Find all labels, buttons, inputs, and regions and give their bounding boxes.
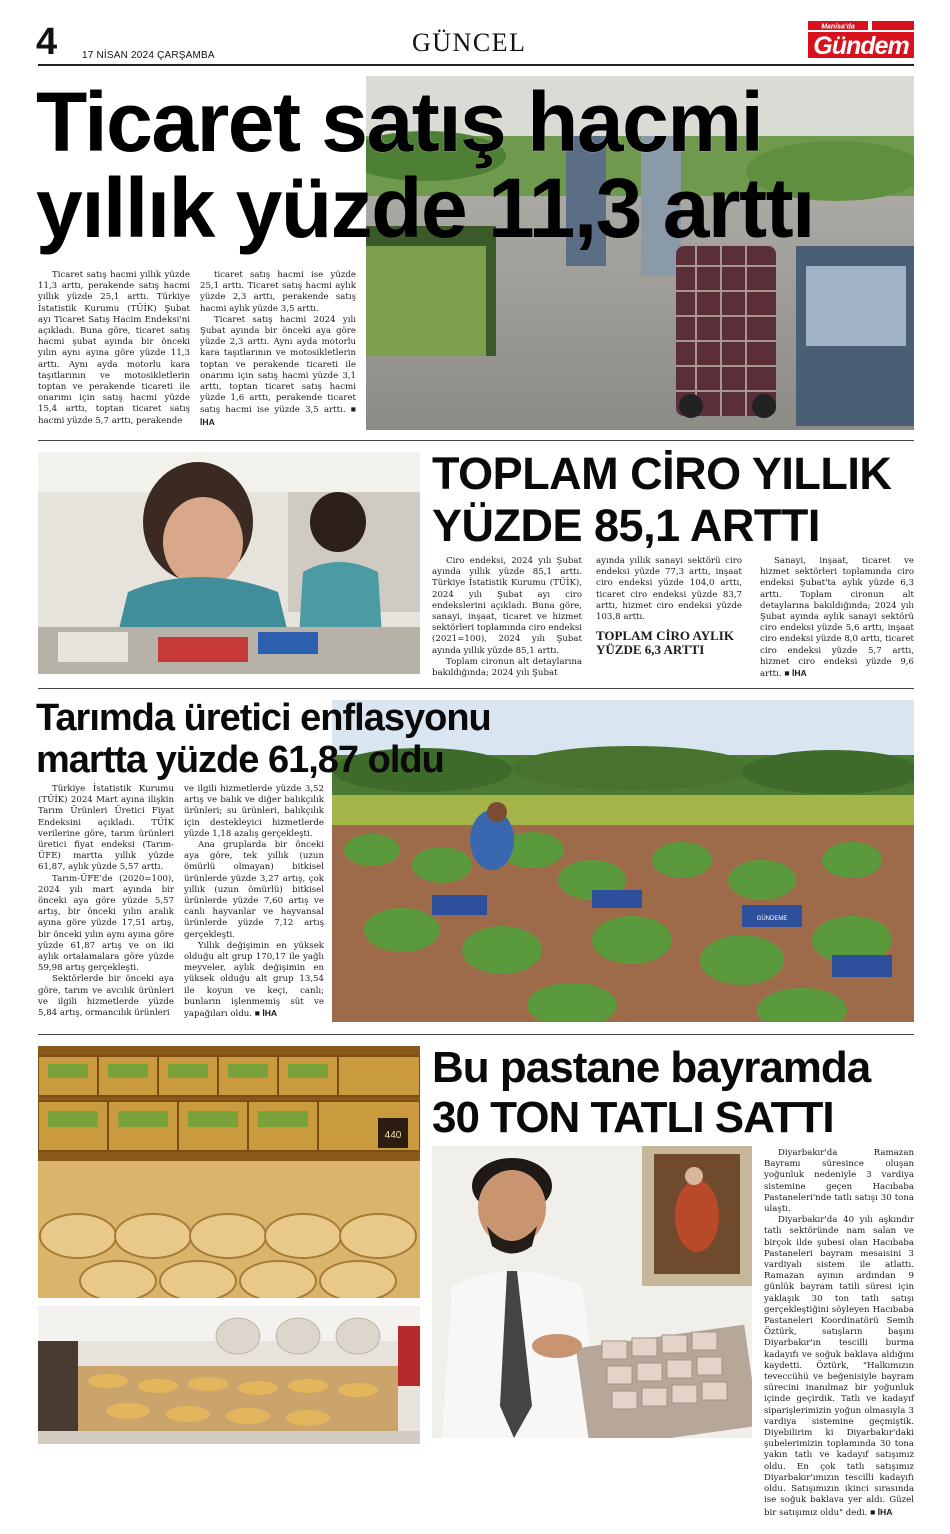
article1-column1 [38,270,190,427]
article2-text: Sanayi, inşaat, ticaret ve hizmet sektörleri toplamında ciro endeksi Şubat'ta aylık yüzde 6,3 arttı. Toplam cironun alt detaylarına bakıldığında; 2024 yılı Şubat ayında aylık sanayi sektörü ciro endeksi yüzde 5,6 arttı, inşaat ciro endeksi yüzde 8,0 arttı, ticaret ciro endeksi yüzde 5,7 arttı, hizmet ciro endeksi yüzde 9,6 arttı. ■ İHA [760,556,914,680]
divider [38,440,914,441]
article3-column1 [38,784,174,1019]
article4-column [764,1148,914,1519]
article2-column2 [596,556,742,657]
article2-text: Ciro endeksi, 2024 yılı Şubat ayında yıllık yüzde 85,1 arttı. Türkiye İstatistik Kurumu (TÜİK), 2024 yılı Şubat ayı ciro endekslerini açıkladı. Buna göre, sanayi, inşaat, ticaret ve hizmet sektörleri toplamında ciro endeksi (2021=100), 2024 yılı Şubat ayında yıllık yüzde 85,1 arttı. [432,556,582,656]
article3-text: Sektörlerde bir önceki aya göre, tarım ve avcılık ürünleri ve ilgili hizmetlerde yüzde 5,84 artış, ormancılık ürünleri [38,974,174,1019]
article1-headline-line1: Ticaret satış hacmi [36,75,763,169]
logo-main-text: Gündem [813,32,909,60]
article4-headline-line1: Bu pastane bayramda [432,1043,871,1092]
article2-signature: ■ İHA [784,668,807,679]
article1-headline-line2: yıllık yüzde 11,3 arttı [36,161,814,255]
logo-top-text: Manisa'da [821,23,855,31]
article3-headline-line1: Tarımda üretici enflasyonu [36,697,491,739]
baklava-price-tag: 440 [384,1130,402,1141]
article1-signature: ■ İHA [200,404,356,427]
article2-text: Toplam cironun alt detaylarına bakıldığında; 2024 yılı Şubat [432,656,582,679]
article2-headline-line1: TOPLAM CİRO YILLIK [432,448,892,499]
article3-headline-line2: martta yüzde 61,87 oldu [36,739,444,781]
divider [38,1034,914,1035]
newspaper-logo [808,21,914,61]
article1-text: Ticaret satış hacmi 2024 yılı Şubat ayında bir önceki aya göre yüzde 2,3 arttı. Aynı ayda motorlu kara taşıtlarının ve motosikletlerin toptan ve perakende ticareti ile onarımı için satış hacmi yüzde 3,1 arttı, toptan ticaret satış hacmi yüzde 1,6 arttı, perakende ticaret satış hacmi ise yüzde 3,5 arttı. ■ İHA [200,314,356,427]
article1-column2 [200,270,356,429]
article3-text: Tarım-ÜFE'de (2020=100), 2024 yılı mart ayında bir önceki aya göre yüzde 5,57 artış, bir önceki yılın aralık ayına göre yüzde 17,51 artış, bir önceki yılın aynı ayına göre yüzde 61,87 artış ve on iki aylık ortalamalara göre yüzde 59,98 artış gerçekleşti. [38,873,174,974]
article3-text: ve ilgili hizmetlerde yüzde 3,52 artış ve balık ve diğer balıkçılık ürünleri; su ürünleri, balıkçılık için destekleyici hizmetlerde yüzde 1,18 azalış gerçekleşti. [184,784,324,839]
section-title: GÜNCEL [412,28,527,57]
article3-column2 [184,784,324,1020]
article2-subheading: TOPLAM CİRO AYLIK YÜZDE 6,3 ARTTI [596,628,734,658]
article3-text: Ana gruplarda bir önceki aya göre, tek yıllık (uzun ömürlü olmayan) bitkisel ürünlerde yüzde 3,27 artış, çok yıllık (uzun ömürlü) bitkisel ürünlerde yüzde 7,60 artış ve canlı hayvanlar ve hayvansal ürünlerde yüzde 7,12 artış gerçekleşti. [184,840,324,940]
article4-signature: ■ İHA [870,1506,893,1517]
divider [38,688,914,689]
masthead-rule [38,64,914,66]
article1-text: Ticaret satış hacmi yıllık yüzde 11,3 arttı, perakende satış hacmi yıllık yüzde 25,1 arttı. Türkiye İstatistik Kurumu (TÜİK) Şubat ayı Ticaret Satış Hacim Endeksi'ni açıkladı. Buna göre, ticaret satış hacmi şubat ayında bir önceki yılın aynı ayına göre yüzde 11,3 arttı. Aynı ayda motorlu kara taşıtlarının ve motosikletlerin toptan ve perakende ticareti ile onarımı için satış hacmi yüzde 15,4 arttı, toptan ticaret satış hacmi yüzde 5,7 arttı, perakende [38,270,190,426]
article4-text: Diyarbakır'da Ramazan Bayramı süresince oluşan yoğunluk nedeniyle 3 vardiya sistemine geçen Hacıbaba Pastaneleri'nde tatlı satışı 30 tona ulaştı. [764,1148,914,1215]
article3-text: Türkiye İstatistik Kurumu (TÜİK) 2024 Mart ayına ilişkin Tarım Ürünleri Üretici Fiyat Endeksini açıkladı. TÜİK verilerine göre, tarım ürünleri üretici fiyat endeksi (Tarım-ÜFE) martta yıllık yüzde 61,87, aylık yüzde 5,57 arttı. [38,784,174,873]
crate-label: GÜNDEME [756,916,788,922]
article2-headline-line2: YÜZDE 85,1 ARTTI [432,500,820,551]
article3-text: Yıllık değişimin en yüksek olduğu alt grup 170,17 ile yağlı meyveler, aylık değişimin en yüksek olduğu alt grup 13,54 ile koyun ve keçi, canlı; bunların işlenmemiş süt ve yapağıları oldu. ■ İHA [184,940,324,1020]
bakery-display-photo [38,1306,420,1444]
article2-column3 [760,556,914,680]
issue-date: 17 NİSAN 2024 ÇARŞAMBA [82,50,215,61]
article3-signature: ■ İHA [254,1008,278,1019]
article2-column1 [432,556,582,679]
article2-text: ayında yıllık sanayi sektörü ciro endeksi yüzde 77,3 arttı, inşaat ciro endeksi yüzde 104,0 arttı, ticaret ciro endeksi yüzde 83,7 arttı, hizmet ciro endeksi yüzde 103,8 arttı. [596,556,742,623]
page-number: 4 [36,21,58,63]
baklava-closeup-photo [38,1046,420,1298]
article4-headline-line2: 30 TON TATLI SATTI [432,1093,834,1142]
factory-workers-photo [38,452,420,674]
pastry-coordinator-photo [432,1146,752,1438]
article4-text: Diyarbakır'da 40 yılı aşkındır tatlı sektöründe nam salan ve birçok ilde şubesi olan Hacıbaba Pastaneleri bayram mesaisini 3 vardiyalı sistem ile atlattı. Ramazan ayının ardından 9 günlük bayram tatili süresi için yaklaşık 30 ton tatlı satışı gerçekleştiğini söyleyen Hacıbaba Pastaneleri Koordinatörü Semih Öztürk, satışların başını Diyarbakır'ın tescilli burma kadayıfı ve soğuk baklava aldığını kaydetti. Öztürk, "Halkımızın teveccühü ve beğenisiyle bayram sürecini inanılmaz bir yoğunluk içinde geçirdik. Tatlı ve kadayıf siparişlerimizin yoğun olmasıyla 3 vardiya sistemine geçmiştik. Diyebilirim ki Diyarbakır'daki şubelerimizin toplamında 30 tona yakın tatlı ve kadayıf satışımız oldu. En çok tatlı satışımız Diyarbakır'ımızın tescilli kadayıfı oldu. Satışımızın ikinci sırasında ise soğuk baklava yer aldı. Güzel bir satışımız oldu" dedi. ■ İHA [764,1215,914,1518]
article1-text: ticaret satış hacmi ise yüzde 25,1 arttı. Ticaret satış hacmi aylık yüzde 2,3 arttı, perakende satış hacmi aylık yüzde 3,5 arttı. [200,270,356,314]
